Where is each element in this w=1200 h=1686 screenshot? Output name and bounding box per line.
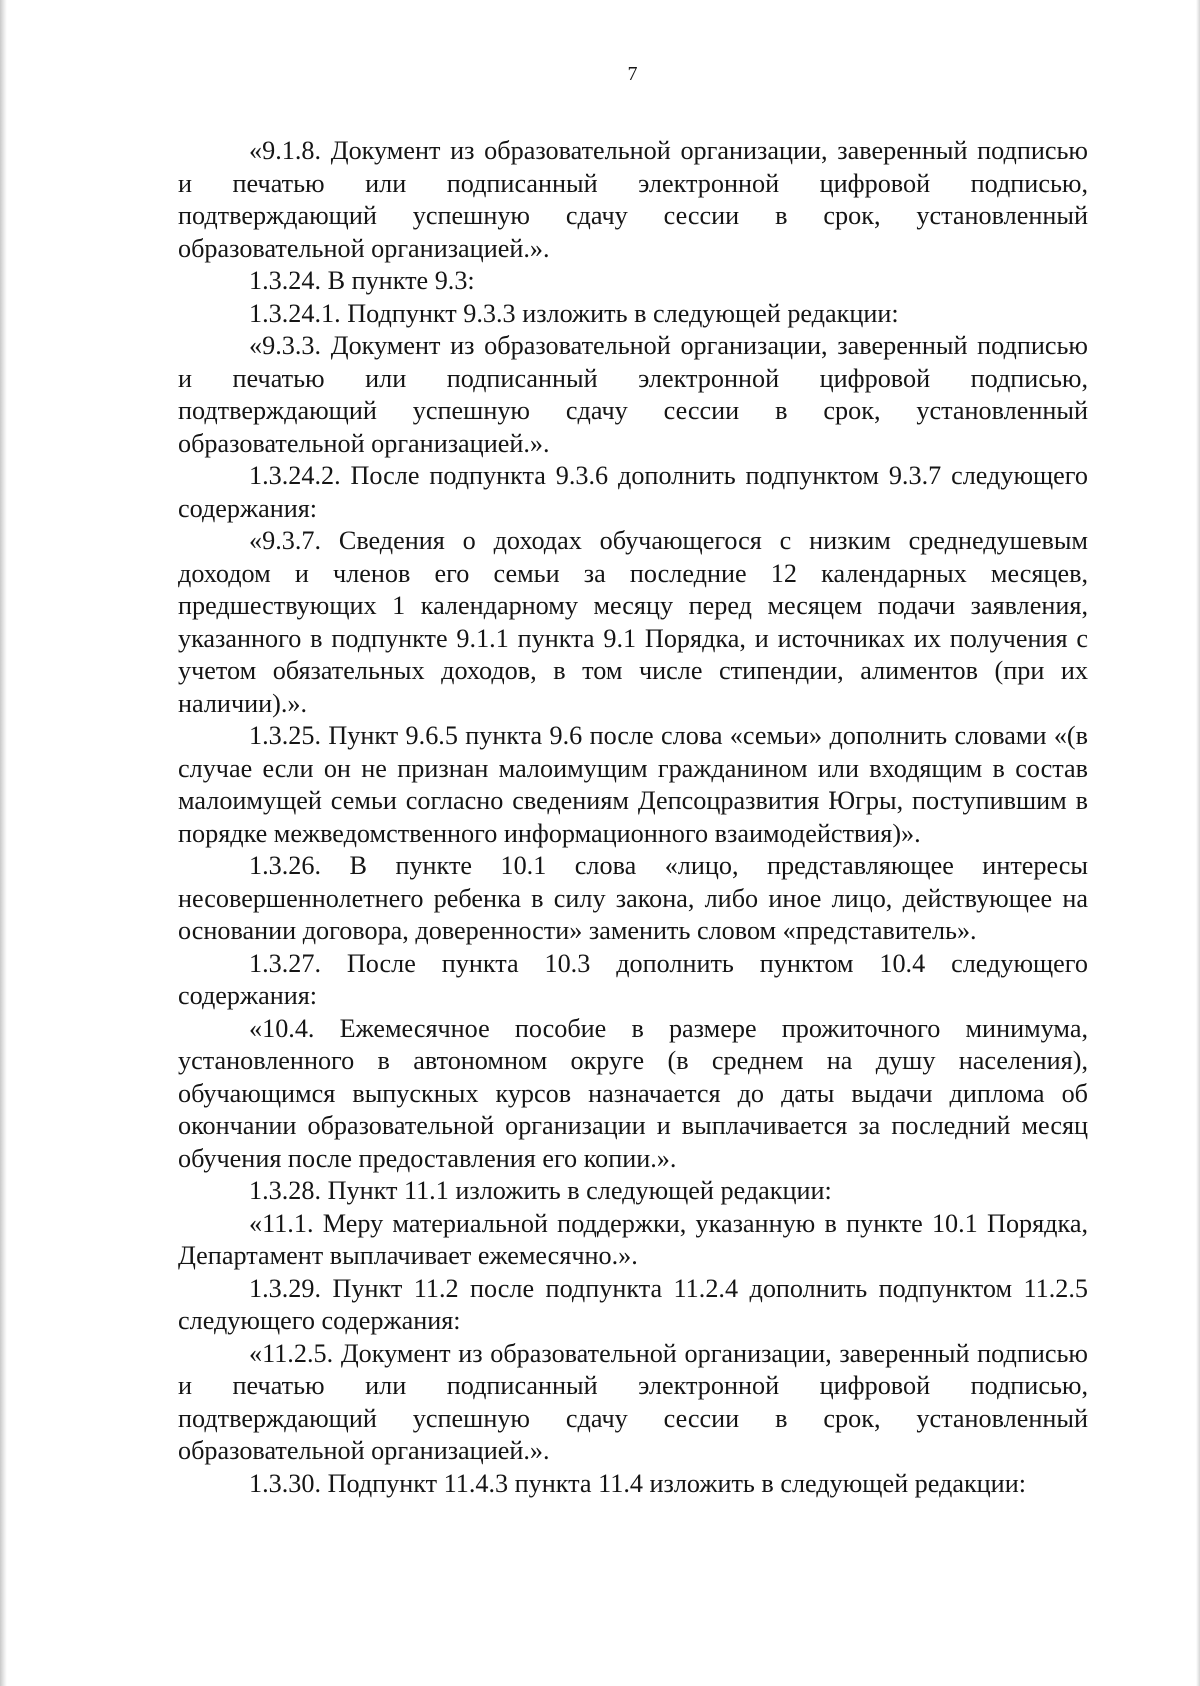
paragraph-1-3-25: 1.3.25. Пункт 9.6.5 пункта 9.6 после слова «семьи» дополнить словами «(в случае если он не признан малоимущим гражданином или входящим в состав малоимущей семьи согласно сведениям Депсоцразвития Югры, поступившим в порядке межведомственного информационного взаимодействия)». [178, 721, 1088, 848]
paragraph-1-3-26: 1.3.26. В пункте 10.1 слова «лицо, представляющее интересы несовершеннолетнего ребенка в силу закона, либо иное лицо, действующее на основании договора, доверенности» заменить словом «представитель». [178, 851, 1088, 945]
paragraph-1-3-27: 1.3.27. После пункта 10.3 дополнить пунктом 10.4 следующего содержания: [178, 948, 1088, 1010]
paragraph-11-2-5: «11.2.5. Документ из образовательной организации, заверенный подписью и печатью или подписанный электронной цифровой подписью, подтверждающий успешную сдачу сессии в срок, установленный образовательной организацией.». [178, 1338, 1088, 1465]
scan-edge-left [0, 0, 7, 1686]
paragraph-10-4: «10.4. Ежемесячное пособие в размере прожиточного минимума, установленного в автономном округе (в среднем на душу населения), обучающимся выпускных курсов назначается до даты выдачи диплома об окончании образовательной организации и выплачивается за последний месяц обучения после предоставления его копии.». [178, 1013, 1088, 1173]
document-body [178, 135, 1088, 1500]
paragraph-1-3-29: 1.3.29. Пункт 11.2 после подпункта 11.2.4 дополнить подпунктом 11.2.5 следующего содержания: [178, 1273, 1088, 1335]
paragraph-1-3-30: 1.3.30. Подпункт 11.4.3 пункта 11.4 изложить в следующей редакции: [249, 1468, 1026, 1498]
page-number: 7 [627, 63, 638, 85]
paragraph-9-3-7: «9.3.7. Сведения о доходах обучающегося с низким среднедушевым доходом и членов его семьи за последние 12 календарных месяцев, предшествующих 1 календарному месяцу перед месяцем подачи заявления, указанного в подпункте 9.1.1 пункта 9.1 Порядка, и источниках их получения с учетом обязательных доходов, в том числе стипендии, алиментов (при их наличии).». [178, 526, 1088, 718]
scan-edge-right [1196, 0, 1200, 1686]
paragraph-9-1-8: «9.1.8. Документ из образовательной организации, заверенный подписью и печатью или подписанный электронной цифровой подписью, подтверждающий успешную сдачу сессии в срок, установленный образовательной организацией.». [178, 136, 1088, 263]
paragraph-1-3-28: 1.3.28. Пункт 11.1 изложить в следующей редакции: [249, 1176, 832, 1205]
paragraph-1-3-24: 1.3.24. В пункте 9.3: [249, 266, 475, 295]
paragraph-11-1: «11.1. Меру материальной поддержки, указанную в пункте 10.1 Порядка, Департамент выплачивает ежемесячно.». [178, 1208, 1088, 1270]
paragraph-9-3-3: «9.3.3. Документ из образовательной организации, заверенный подписью и печатью или подписанный электронной цифровой подписью, подтверждающий успешную сдачу сессии в срок, установленный образовательной организацией.». [178, 331, 1088, 458]
paragraph-1-3-24-1: 1.3.24.1. Подпункт 9.3.3 изложить в следующей редакции: [249, 298, 899, 328]
paragraph-1-3-24-2: 1.3.24.2. После подпункта 9.3.6 дополнить подпунктом 9.3.7 следующего содержания: [178, 461, 1088, 523]
